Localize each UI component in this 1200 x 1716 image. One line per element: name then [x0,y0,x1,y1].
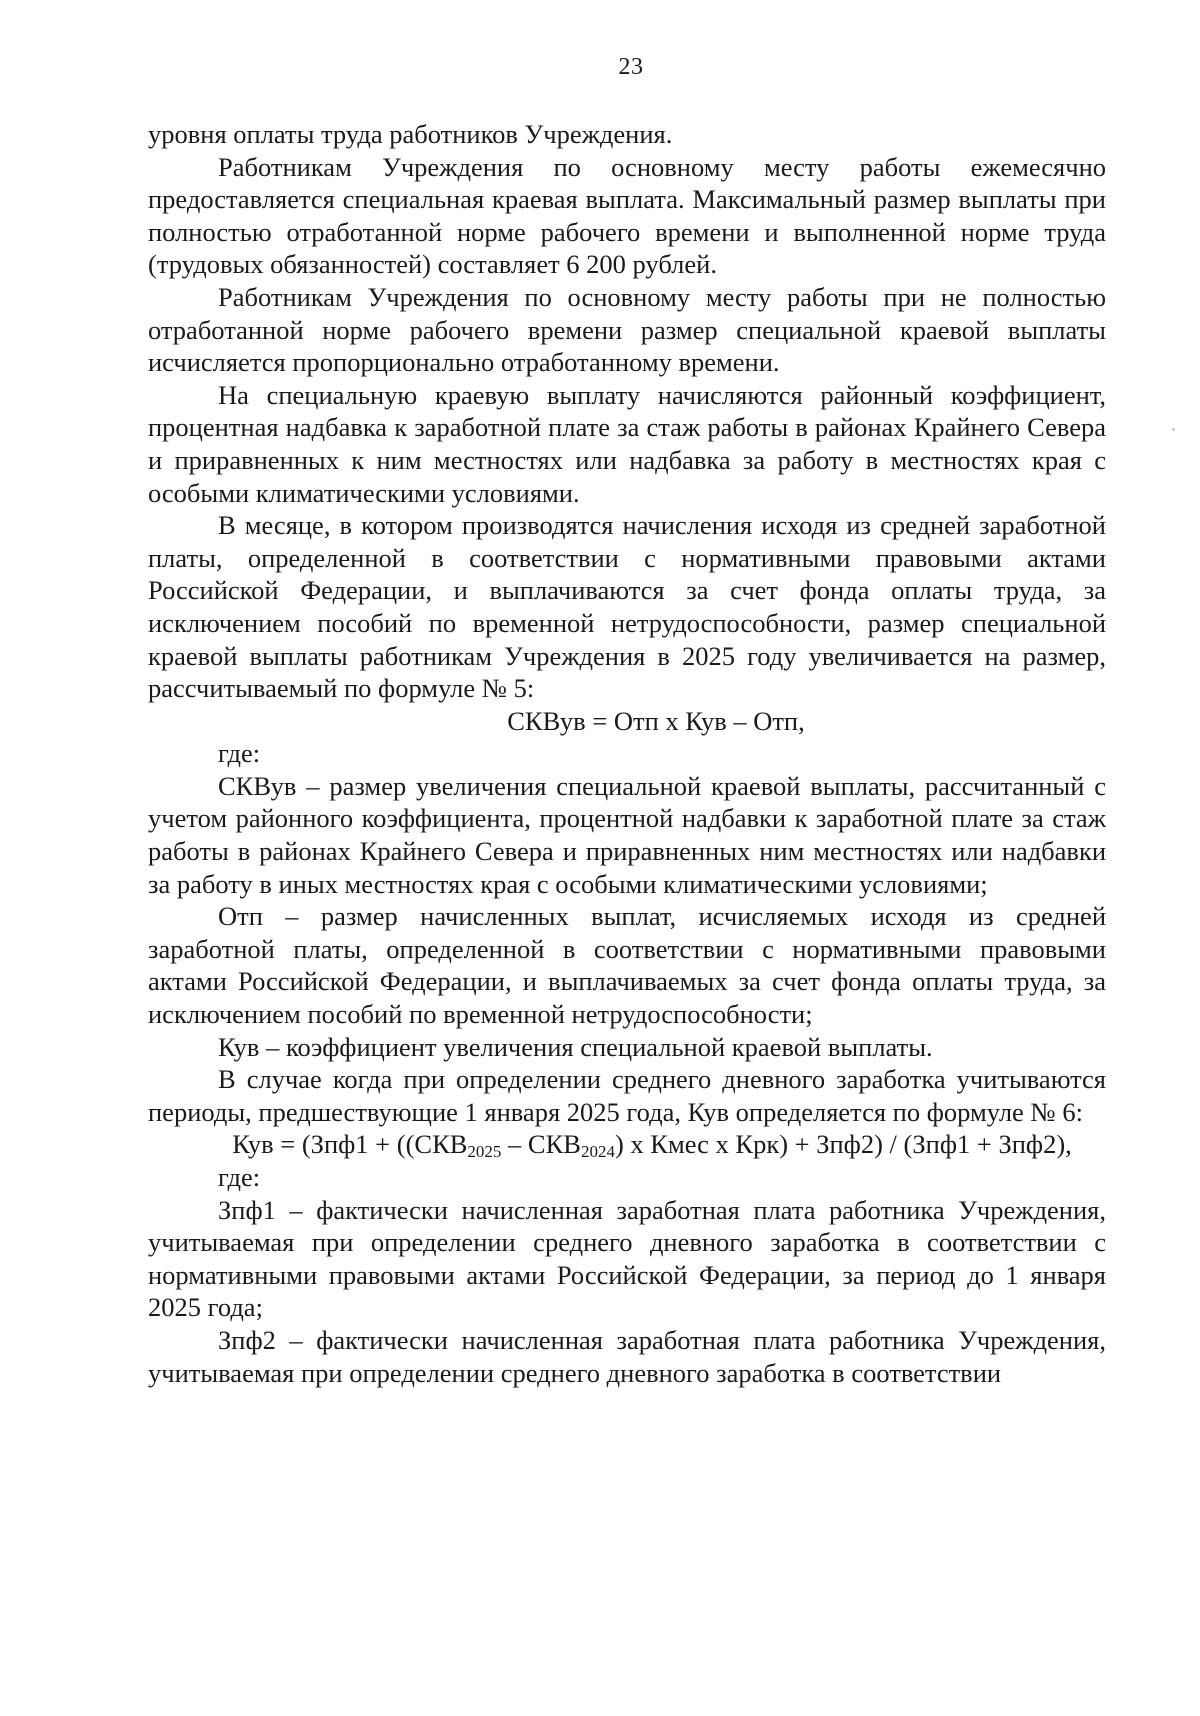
scan-speck [1172,428,1175,431]
formula-5: СКВув = Отп х Кув – Отп, [507,705,805,736]
formula-6-sub-2025: 2025 [467,1142,502,1162]
paragraph-proportional: Работникам Учреждения по основному месту работы при не полностью отработанной норме рабочего времени размер специальной краевой выплаты исчисляется пропорционально отработанному времени. [148,281,1106,378]
where-label-1: где: [218,738,261,769]
paragraph-special-payment: Работникам Учреждения по основному месту работы ежемесячно предоставляется специальная краевая выплата. Максимальный размер выплаты при полностью отработанной норме рабочего времени и выполненной норме труда (трудовых обязанностей) составляет 6 200 рублей. [148,151,1106,280]
page-number: 23 [618,54,644,80]
definition-zpf1: Зпф1 – фактически начисленная заработная плата работника Учреждения, учитываемая при определении среднего дневного заработка в соответствии с нормативными правовыми актами Российской Федерации, за период до 1 января 2025 года; [148,1194,1106,1323]
definition-zpf2: Зпф2 – фактически начисленная заработная плата работника Учреждения, учитываемая при определении среднего дневного заработка в соответствии [148,1324,1106,1388]
formula-6 [148,1128,1106,1161]
definition-otp: Отп – размер начисленных выплат, исчисляемых исходя из средней заработной платы, определенной в соответствии с нормативными правовыми актами Российской Федерации, и выплачиваемых за счет фонда оплаты труда, за исключением пособий по временной нетрудоспособности; [148,901,1106,1030]
formula-6-part1: Кув = (Зпф1 + ((СКВ [232,1129,468,1160]
document-body [148,118,1106,1389]
definition-kuv: Кув – коэффициент увеличения специальной краевой выплаты. [218,1031,933,1062]
formula-6-part3: ) х Кмес х Крк) + Зпф2) / (Зпф1 + Зпф2), [614,1129,1072,1160]
paragraph-continuation: уровня оплаты труда работников Учреждения. [148,119,673,149]
paragraph-coefficients: На специальную краевую выплату начисляются районный коэффициент, процентная надбавка к заработной плате за стаж работы в районах Крайнего Севера и приравненных к ним местностях или надбавка за работу в местностях края с особыми климатическими условиями. [148,379,1106,508]
where-label-2: где: [218,1162,261,1192]
formula-6-part2: – СКВ [501,1129,581,1160]
formula-6-sub-2024: 2024 [580,1142,615,1162]
paragraph-formula-6-intro: В случае когда при определении среднего дневного заработка учитываются периоды, предшествующие 1 января 2025 года, Кув определяется по формуле № 6: [148,1064,1106,1127]
paragraph-increase-rule: В месяце, в котором производятся начисления исходя из средней заработной платы, определенной в соответствии с нормативными правовыми актами Российской Федерации, и выплачиваются за счет фонда оплаты труда, за исключением пособий по временной нетрудоспособности, размер специальной краевой выплаты работникам Учреждения в 2025 году увеличивается на размер, рассчитываемый по формуле № 5: [148,510,1106,704]
definition-skvuv: СКВув – размер увеличения специальной краевой выплаты, рассчитанный с учетом районного коэффициента, процентной надбавки к заработной плате за стаж работы в районах Крайнего Севера и приравненных ним местностях или надбавки за работу в иных местностях края с особыми климатическими условиями; [148,770,1106,899]
